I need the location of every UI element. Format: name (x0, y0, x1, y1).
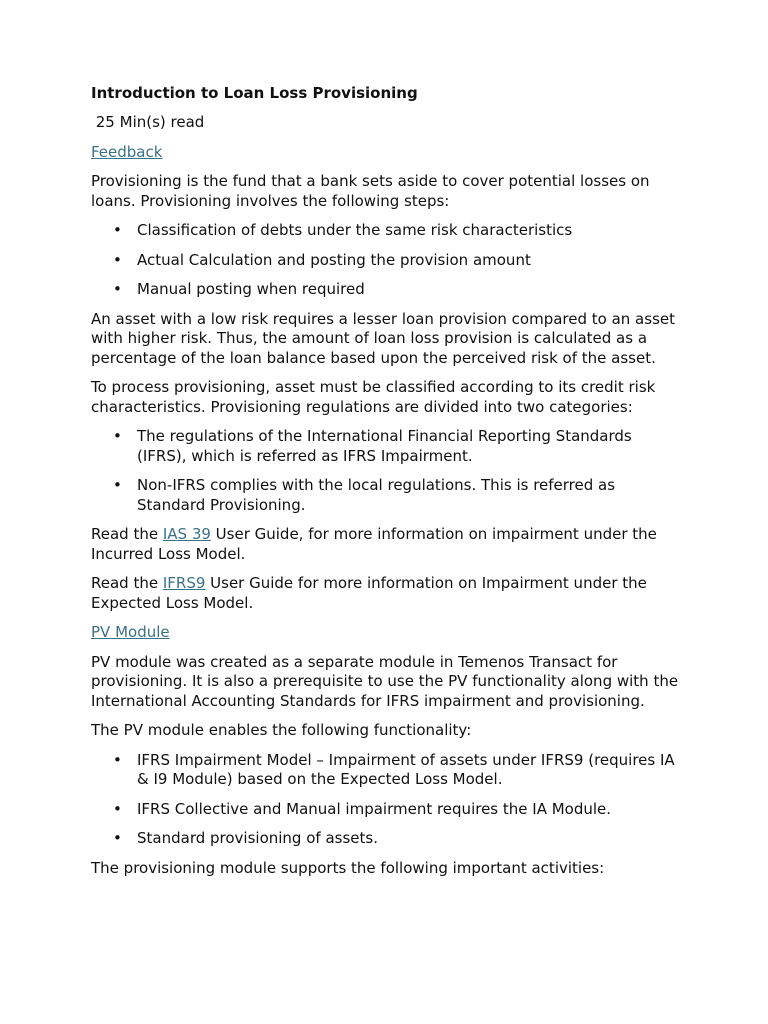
categories-list (91, 427, 681, 515)
pv-module-description: PV module was created as a separate module in Temenos Transact for provisioning. It is also a prerequisite to use the PV functionality along with the International Accounting Standards for IFRS impairment and provisioning. (91, 652, 679, 710)
list-item: • The regulations of the International Financial Reporting Standards (IFRS), which is referred as IFRS Impairment. (137, 427, 681, 466)
steps-list (91, 221, 681, 300)
pv-module-paragraph (91, 623, 681, 643)
feedback-paragraph (91, 143, 681, 163)
list-item: • Standard provisioning of assets. (137, 829, 681, 849)
list-item: • Classification of debts under the same risk characteristics (137, 221, 681, 241)
pv-module-link[interactable]: PV Module (91, 623, 170, 641)
read-time: 25 Min(s) read (91, 113, 205, 131)
ifrs-prefix: Read the (91, 574, 163, 592)
ifrs9-link[interactable]: IFRS9 (162, 574, 206, 592)
list-item: • Non-IFRS complies with the local regulations. This is referred as Standard Provisioning. (137, 476, 681, 515)
list-item: • IFRS Impairment Model – Impairment of assets under IFRS9 (requires IA & I9 Module) based on the Expected Loss Model. (137, 751, 681, 790)
classification-paragraph: To process provisioning, asset must be classified according to its credit risk characteristics. Provisioning regulations are divided into two categories: (91, 378, 656, 416)
page-title: Introduction to Loan Loss Provisioning (91, 84, 418, 102)
ias-paragraph (91, 525, 681, 564)
ias-suffix: User Guide, for more information on impairment under the Incurred Loss Model. (91, 525, 657, 563)
document-body (91, 84, 681, 878)
functionality-list (91, 751, 681, 849)
risk-paragraph: An asset with a low risk requires a lesser loan provision compared to an asset with higher risk. Thus, the amount of loan loss provision is calculated as a percentage of the loan balance based upon the perceived risk of the asset. (91, 309, 675, 367)
feedback-link[interactable]: Feedback (91, 142, 163, 161)
list-item: • Actual Calculation and posting the provision amount (137, 251, 681, 271)
functionality-intro: The PV module enables the following functionality: (91, 721, 472, 739)
activities-intro: The provisioning module supports the following important activities: (91, 858, 605, 877)
ias-prefix: Read the (91, 525, 163, 543)
list-item: • IFRS Collective and Manual impairment requires the IA Module. (137, 800, 681, 820)
ifrs-suffix: User Guide for more information on Impairment under the Expected Loss Model. (91, 574, 647, 612)
ias39-link[interactable]: IAS 39 (162, 525, 211, 543)
ifrs-paragraph (91, 574, 681, 613)
list-item: • Manual posting when required (137, 280, 681, 300)
intro-paragraph: Provisioning is the fund that a bank sets aside to cover potential losses on loans. Provisioning involves the following steps: (91, 172, 650, 210)
